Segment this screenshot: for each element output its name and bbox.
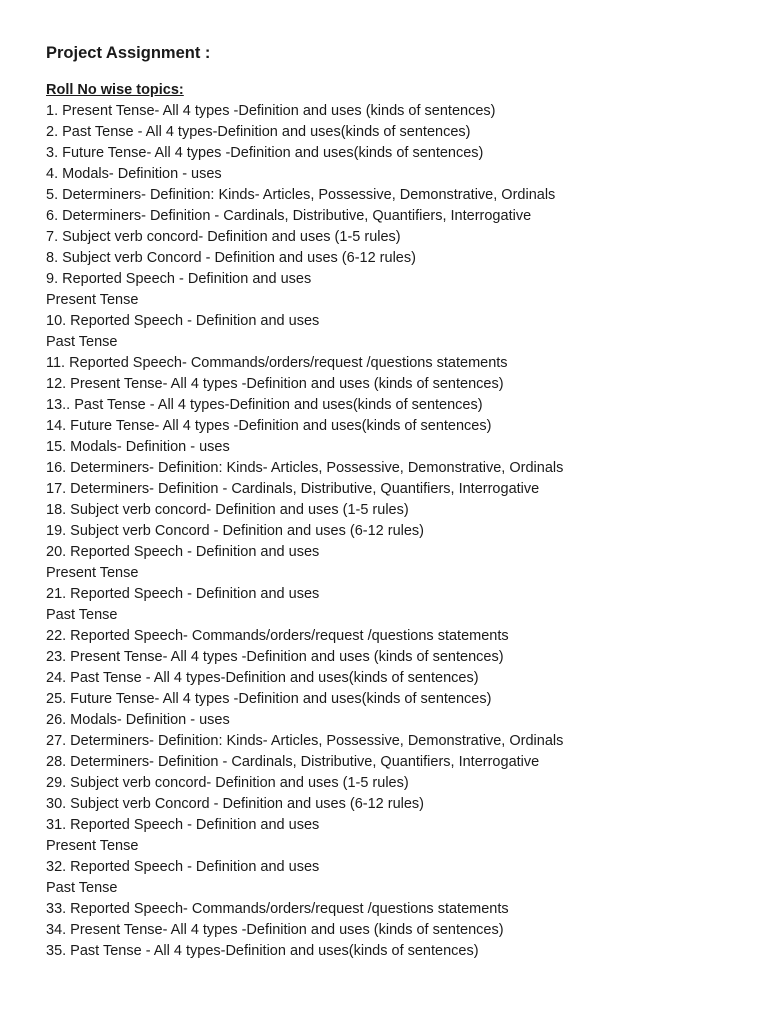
topic-item: 33. Reported Speech- Commands/orders/request /questions statements bbox=[46, 901, 509, 917]
topic-item: 21. Reported Speech - Definition and uses bbox=[46, 586, 320, 602]
topic-item: 3. Future Tense- All 4 types -Definition and uses(kinds of sentences) bbox=[46, 145, 484, 161]
topic-item: 17. Determiners- Definition - Cardinals, Distributive, Quantifiers, Interrogative bbox=[46, 481, 540, 497]
topic-item: 5. Determiners- Definition: Kinds- Articles, Possessive, Demonstrative, Ordinals bbox=[46, 187, 556, 203]
topic-item: 1. Present Tense- All 4 types -Definition and uses (kinds of sentences) bbox=[46, 103, 496, 119]
topic-item: 27. Determiners- Definition: Kinds- Articles, Possessive, Demonstrative, Ordinals bbox=[46, 733, 564, 749]
topic-item: 35. Past Tense - All 4 types-Definition and uses(kinds of sentences) bbox=[46, 943, 479, 959]
topic-item: 7. Subject verb concord- Definition and uses (1-5 rules) bbox=[46, 229, 401, 245]
topic-item: 12. Present Tense- All 4 types -Definition and uses (kinds of sentences) bbox=[46, 376, 504, 392]
topic-item: 20. Reported Speech - Definition and uses bbox=[46, 544, 320, 560]
topic-item: 29. Subject verb concord- Definition and uses (1-5 rules) bbox=[46, 775, 409, 791]
topic-item: 16. Determiners- Definition: Kinds- Articles, Possessive, Demonstrative, Ordinals bbox=[46, 460, 564, 476]
topic-item: 11. Reported Speech- Commands/orders/request /questions statements bbox=[46, 355, 508, 371]
topic-item: 26. Modals- Definition - uses bbox=[46, 712, 230, 728]
topic-item: 25. Future Tense- All 4 types -Definition and uses(kinds of sentences) bbox=[46, 691, 492, 707]
topic-item: 23. Present Tense- All 4 types -Definition and uses (kinds of sentences) bbox=[46, 649, 504, 665]
page-title: Project Assignment : bbox=[46, 44, 211, 62]
topic-item: 9. Reported Speech - Definition and uses bbox=[46, 271, 312, 287]
topic-item: 34. Present Tense- All 4 types -Definition and uses (kinds of sentences) bbox=[46, 922, 504, 938]
tense-subtitle: Past Tense bbox=[46, 880, 118, 896]
tense-subtitle: Present Tense bbox=[46, 838, 139, 854]
tense-subtitle: Past Tense bbox=[46, 334, 118, 350]
topic-item: 10. Reported Speech - Definition and uses bbox=[46, 313, 320, 329]
topic-item: 32. Reported Speech - Definition and uses bbox=[46, 859, 320, 875]
tense-subtitle: Present Tense bbox=[46, 292, 139, 308]
topic-item: 13.. Past Tense - All 4 types-Definition and uses(kinds of sentences) bbox=[46, 397, 483, 413]
tense-subtitle: Past Tense bbox=[46, 607, 118, 623]
topic-item: 15. Modals- Definition - uses bbox=[46, 439, 230, 455]
topic-item: 28. Determiners- Definition - Cardinals, Distributive, Quantifiers, Interrogative bbox=[46, 754, 540, 770]
topic-item: 4. Modals- Definition - uses bbox=[46, 166, 222, 182]
topic-list bbox=[46, 101, 746, 962]
topic-item: 31. Reported Speech - Definition and uses bbox=[46, 817, 320, 833]
topic-item: 6. Determiners- Definition - Cardinals, Distributive, Quantifiers, Interrogative bbox=[46, 208, 532, 224]
tense-subtitle: Present Tense bbox=[46, 565, 139, 581]
topic-item: 24. Past Tense - All 4 types-Definition and uses(kinds of sentences) bbox=[46, 670, 479, 686]
topics-subheading: Roll No wise topics: bbox=[46, 82, 184, 98]
topic-item: 18. Subject verb concord- Definition and uses (1-5 rules) bbox=[46, 502, 409, 518]
topic-item: 8. Subject verb Concord - Definition and uses (6-12 rules) bbox=[46, 250, 416, 266]
topic-item: 22. Reported Speech- Commands/orders/request /questions statements bbox=[46, 628, 509, 644]
topic-item: 2. Past Tense - All 4 types-Definition and uses(kinds of sentences) bbox=[46, 124, 471, 140]
topic-item: 30. Subject verb Concord - Definition and uses (6-12 rules) bbox=[46, 796, 424, 812]
topic-item: 19. Subject verb Concord - Definition and uses (6-12 rules) bbox=[46, 523, 424, 539]
topic-item: 14. Future Tense- All 4 types -Definition and uses(kinds of sentences) bbox=[46, 418, 492, 434]
document-page bbox=[46, 42, 746, 962]
